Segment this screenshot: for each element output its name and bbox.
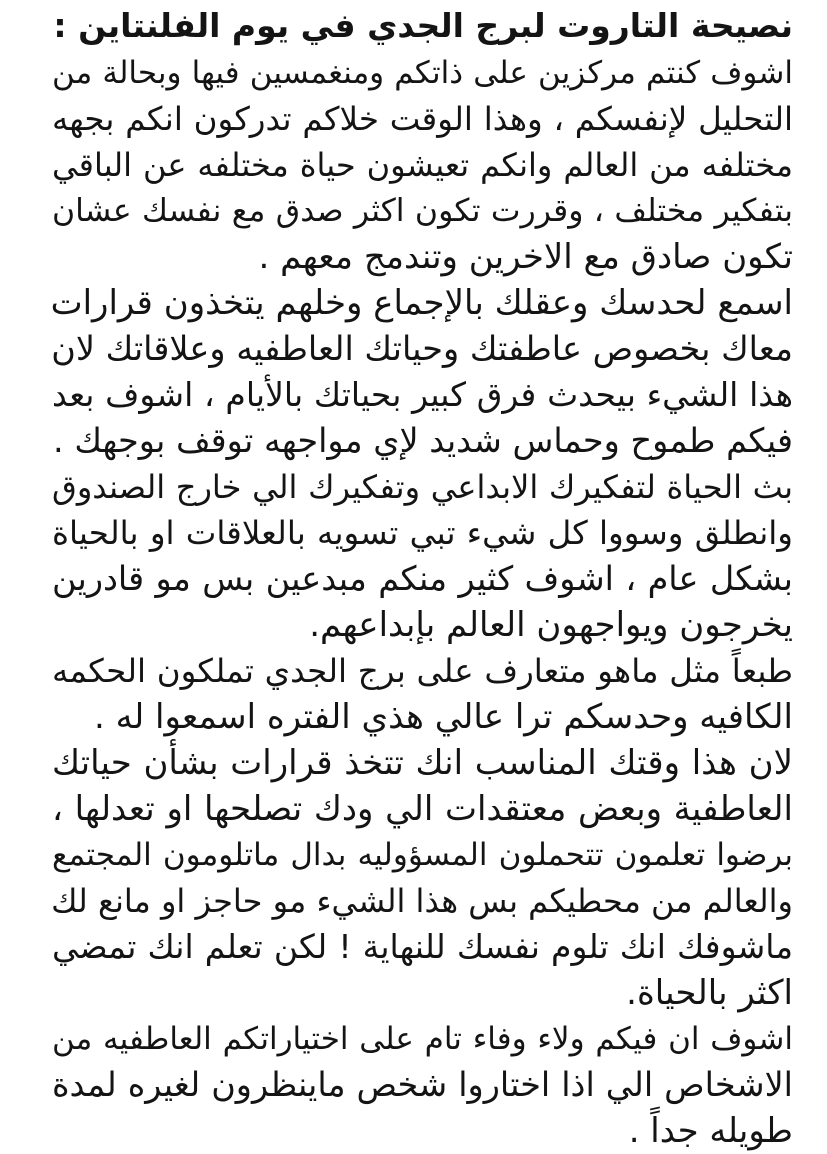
text-line: هذا الشيء بيحدث فرق كبير بحياتك بالأيام ، اشوف بعد bbox=[52, 375, 793, 414]
text-line: برضوا تعلمون تتحملون المسؤوليه بدال ماتلومون المجتمع bbox=[52, 837, 793, 873]
text-line: يخرجون ويواجهون العالم بإبداعهم. bbox=[309, 605, 793, 645]
text-line: التحليل لإنفسكم ، وهذا الوقت خلاكم تدركون انكم بجهه bbox=[52, 100, 793, 138]
document-title: نصيحة التاروت لبرج الجدي في يوم الفلنتاين : bbox=[53, 6, 793, 45]
text-line: تكون صادق مع الاخرين وتندمج معهم . bbox=[258, 237, 793, 277]
text-line: معاك بخصوص عاطفتك وحياتك العاطفيه وعلاقاتك لان bbox=[51, 329, 793, 368]
text-line: اسمع لحدسك وعقلك بالإجماع وخلهم يتخذون قرارات bbox=[50, 283, 793, 323]
text-line: لان هذا وقتك المناسب انك تتخذ قرارات بشأن حياتك bbox=[52, 743, 793, 783]
text-line: مختلفه من العالم وانكم تعيشون حياة مختلفه عن الباقي bbox=[52, 146, 793, 184]
text-line: اشوف ان فيكم ولاء وفاء تام على اختياراتكم العاطفيه من bbox=[52, 1021, 793, 1057]
document-body bbox=[52, 50, 793, 1154]
text-line: الاشخاص الي اذا اختاروا شخص ماينظرون لغيره لمدة bbox=[52, 1065, 793, 1104]
text-line: فيكم طموح وحماس شديد لإي مواجهه توقف بوجهك . bbox=[53, 421, 793, 460]
text-line: الكافيه وحدسكم ترا عالي هذي الفتره اسمعوا له . bbox=[94, 697, 793, 737]
text-line: بث الحياة لتفكيرك الابداعي وتفكيرك الي خارج الصندوق bbox=[52, 468, 793, 506]
text-line: طويله جداً . bbox=[628, 1111, 793, 1151]
text-line: العاطفية وبعض معتقدات الي ودك تصلحها او تعدلها ، bbox=[52, 789, 793, 829]
text-line: والعالم من محطيكم بس هذا الشيء مو حاجز او مانع لك bbox=[51, 882, 793, 920]
text-line: طبعاً مثل ماهو متعارف على برج الجدي تملكون الحكمه bbox=[52, 652, 793, 690]
text-line: اكثر بالحياة. bbox=[626, 973, 793, 1013]
text-line: ماشوفك انك تلوم نفسك للنهاية ! لكن تعلم انك تمضي bbox=[52, 927, 793, 966]
text-line: بشكل عام ، اشوف كثير منكم مبدعين بس مو قادرين bbox=[52, 559, 793, 598]
text-line: اشوف كنتم مركزين على ذاتكم ومنغمسين فيها وبحالة من bbox=[52, 55, 793, 91]
text-line: بتفكير مختلف ، وقررت تكون اكثر صدق مع نفسك عشان bbox=[52, 193, 793, 229]
text-line: وانطلق وسووا كل شيء تبي تسويه بالعلاقات او بالحياة bbox=[52, 514, 793, 552]
